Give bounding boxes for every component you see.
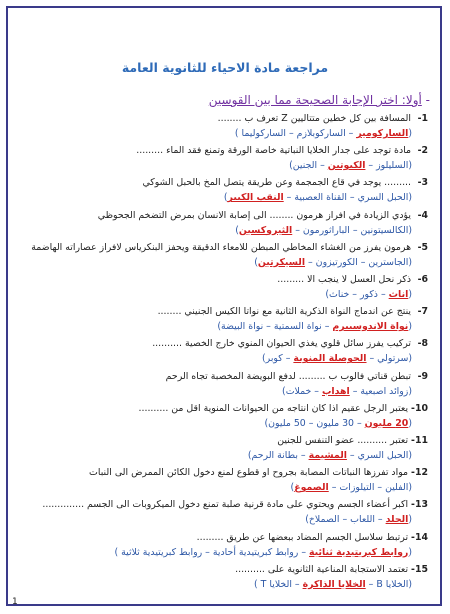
- answer-option-text: – الساركوبلازم – الساركوليما ): [234, 128, 357, 139]
- answer-options-12: [291, 482, 412, 494]
- question-text: ينتج عن اندماج النواة الذكرية الثانية مع نواتا الكيس الجنيني ........: [157, 306, 412, 318]
- question-number: 6-: [417, 274, 428, 285]
- answer-options-11: [248, 450, 412, 462]
- question-1: [218, 113, 428, 125]
- answer-option-text: – نواة السمتية – نواة البيضة): [217, 321, 333, 333]
- question-13: [42, 499, 428, 511]
- question-7: [158, 306, 428, 318]
- question-text: ......... يوجد في قاع الجمجمة وعن طريقة يتصل المخ بالحبل الشوكي: [142, 177, 412, 189]
- question-3: [142, 177, 428, 189]
- answer-option-text: – 30 مليون – 50 مليون): [264, 417, 365, 429]
- question-14: [197, 532, 428, 544]
- answer-option-text: – خملات): [282, 385, 322, 397]
- answer-option-text: (: [408, 417, 412, 429]
- answer-options-7: [217, 321, 412, 333]
- answer-option-text: (الحبل السري – القناة العصبية –: [283, 192, 412, 204]
- answer-option-text: ): [235, 224, 239, 236]
- answer-option-text: ): [223, 192, 228, 204]
- question-text: ترتبط سلاسل الجسم المضاد ببعضها عن طريق .........: [196, 531, 409, 543]
- question-15: [235, 564, 428, 576]
- answer-option-text: – الخلايا T ): [254, 578, 303, 590]
- question-text: ذكر نحل العسل لا ينجب الا .........: [277, 274, 412, 285]
- answer-options-3: [224, 192, 412, 204]
- question-number: 7-: [417, 306, 428, 318]
- answer-option-text: (: [408, 514, 412, 526]
- answer-option-text: – الجنين): [289, 160, 328, 172]
- correct-answer: الثيروكسين: [238, 224, 293, 236]
- answer-options-9: [282, 386, 412, 398]
- question-text: اكبر أعضاء الجسم ويحتوي على مادة قرنية صلبة تمنع دخول الميكروبات الى الجسم ..............: [42, 499, 409, 511]
- question-10: [139, 403, 429, 415]
- answer-option-text: (زوائد اصبعية –: [349, 385, 412, 397]
- correct-answer: النقب الكبير: [227, 192, 284, 204]
- correct-answer: 20 مليون: [364, 417, 409, 429]
- question-number: 15-: [411, 563, 428, 575]
- question-number: 11-: [411, 435, 428, 446]
- question-text: المسافة بين كل خطين متتاليين Z تعرف ب ........: [217, 113, 412, 124]
- answer-options-5: [254, 257, 412, 269]
- answer-options-2: [289, 160, 412, 172]
- question-11: [277, 435, 428, 447]
- question-8: [152, 338, 428, 350]
- answer-option-text: ): [254, 256, 258, 268]
- question-2: [136, 145, 428, 157]
- answer-option-text: (: [408, 321, 412, 333]
- question-4: [98, 210, 428, 222]
- question-text: مادة توجد على جدار الخلايا النباتية خاصة الورقة وتمنع فقد الماء .........: [136, 145, 412, 157]
- correct-answer: روابط كبريتيدية ثنائية: [308, 546, 409, 558]
- question-text: يؤدي الزيادة في افراز هرمون ........ الى إصابة الانسان بمرض التضخم الجحوظي: [97, 209, 412, 221]
- answer-options-13: [305, 514, 412, 526]
- question-number: 2-: [417, 145, 428, 157]
- question-number: 13-: [411, 499, 428, 511]
- answer-option-text: (الحبل السري –: [346, 450, 412, 461]
- answer-option-text: (الكالسيتونين – الباراثورمون –: [292, 224, 412, 236]
- correct-answer: اناث: [388, 289, 409, 300]
- section-label: أولا: اختر الإجابة الصحيحة مما بين القوسين: [208, 93, 422, 107]
- answer-option-text: – بطانة الرحم): [247, 450, 309, 461]
- answer-option-text: (الجاسترين – الكورتيزون –: [305, 256, 412, 268]
- correct-answer: الكيوتين: [327, 160, 366, 172]
- answer-options-8: [262, 353, 412, 365]
- answer-options-6: [325, 289, 412, 301]
- answer-option-text: (سرتولي –: [366, 353, 412, 365]
- question-number: 4-: [417, 209, 428, 221]
- question-5: [31, 242, 428, 254]
- correct-answer: المشيمة: [308, 450, 347, 461]
- correct-answer: اهداب: [321, 385, 350, 397]
- page-number: 1: [12, 597, 18, 607]
- answer-options-14: [114, 547, 412, 559]
- question-number: 1-: [417, 113, 428, 124]
- question-6: [277, 274, 428, 286]
- question-text: هرمون يفرز من الغشاء المخاطي المبطن للامعاء الدقيقة ويحفز البنكرياس لافراز عصاراته الهاضمة: [31, 241, 412, 253]
- correct-answer: الحوصلة المنوية: [293, 353, 367, 365]
- question-9: [166, 371, 428, 383]
- question-text: تركيب يفرز سائل قلوي يغذي الحيوان المنوي خارج الخصية ..........: [152, 338, 412, 350]
- correct-answer: الساركومير: [356, 128, 409, 139]
- answer-option-text: (: [408, 289, 412, 300]
- correct-answer: نواة الاندوسبيرم: [332, 321, 409, 333]
- answer-option-text: (: [408, 128, 412, 139]
- question-number: 12-: [411, 467, 428, 479]
- correct-answer: السيكرتين: [257, 256, 306, 268]
- question-text: يعتبر الرجل عقيم اذا كان انتاجه من الحيوانات المنوية اقل من ..........: [138, 402, 409, 414]
- question-text: تعتبر .......... عضو التنفس للجنين: [277, 435, 409, 446]
- answer-option-text: – روابط كبريتيدية أحادية – روابط كبريتيدية ثلاثية ): [114, 546, 309, 558]
- answer-option-text: – ذكور – خناث): [325, 289, 389, 300]
- answer-options-10: [265, 418, 413, 430]
- correct-answer: الخلايا الذاكرة: [302, 578, 366, 590]
- question-text: تبطن قناتي فالوب ب ......... لدفع البويضة المخصبة تجاه الرحم: [165, 370, 412, 382]
- question-12: [89, 467, 428, 479]
- answer-option-text: ): [290, 482, 295, 494]
- answer-options-1: [235, 128, 412, 140]
- question-text: تعتمد الاستجابة المناعية الثانوية على ..........: [235, 563, 409, 575]
- question-text: مواد تفرزها النباتات المصابة بجروح او قطوع لمنع دخول الكائن الممرض الى النبات: [89, 467, 409, 479]
- correct-answer: الجلد: [385, 514, 409, 526]
- answer-option-text: (الخلايا B –: [365, 578, 412, 590]
- answer-option-text: – اللعاب – الصملاخ): [305, 514, 386, 526]
- question-number: 3-: [417, 177, 428, 189]
- answer-option-text: – كوبر): [261, 353, 294, 365]
- question-number: 14-: [411, 531, 428, 543]
- answer-options-4: [235, 225, 412, 237]
- answer-option-text: (: [408, 546, 412, 558]
- correct-answer: الصموغ: [294, 482, 329, 494]
- answer-option-text: (الفلين – التيلوزات –: [328, 482, 412, 494]
- answer-option-text: (السليلوز –: [365, 160, 412, 172]
- section-heading: [209, 93, 430, 107]
- question-number: 8-: [417, 338, 428, 350]
- section-bullet: -: [425, 93, 430, 107]
- answer-options-15: [254, 579, 412, 591]
- question-number: 10-: [411, 402, 428, 414]
- question-number: 9-: [417, 370, 428, 382]
- question-number: 5-: [417, 241, 428, 253]
- page-title: مراجعة مادة الاحياء للثانوية العامة: [121, 60, 329, 75]
